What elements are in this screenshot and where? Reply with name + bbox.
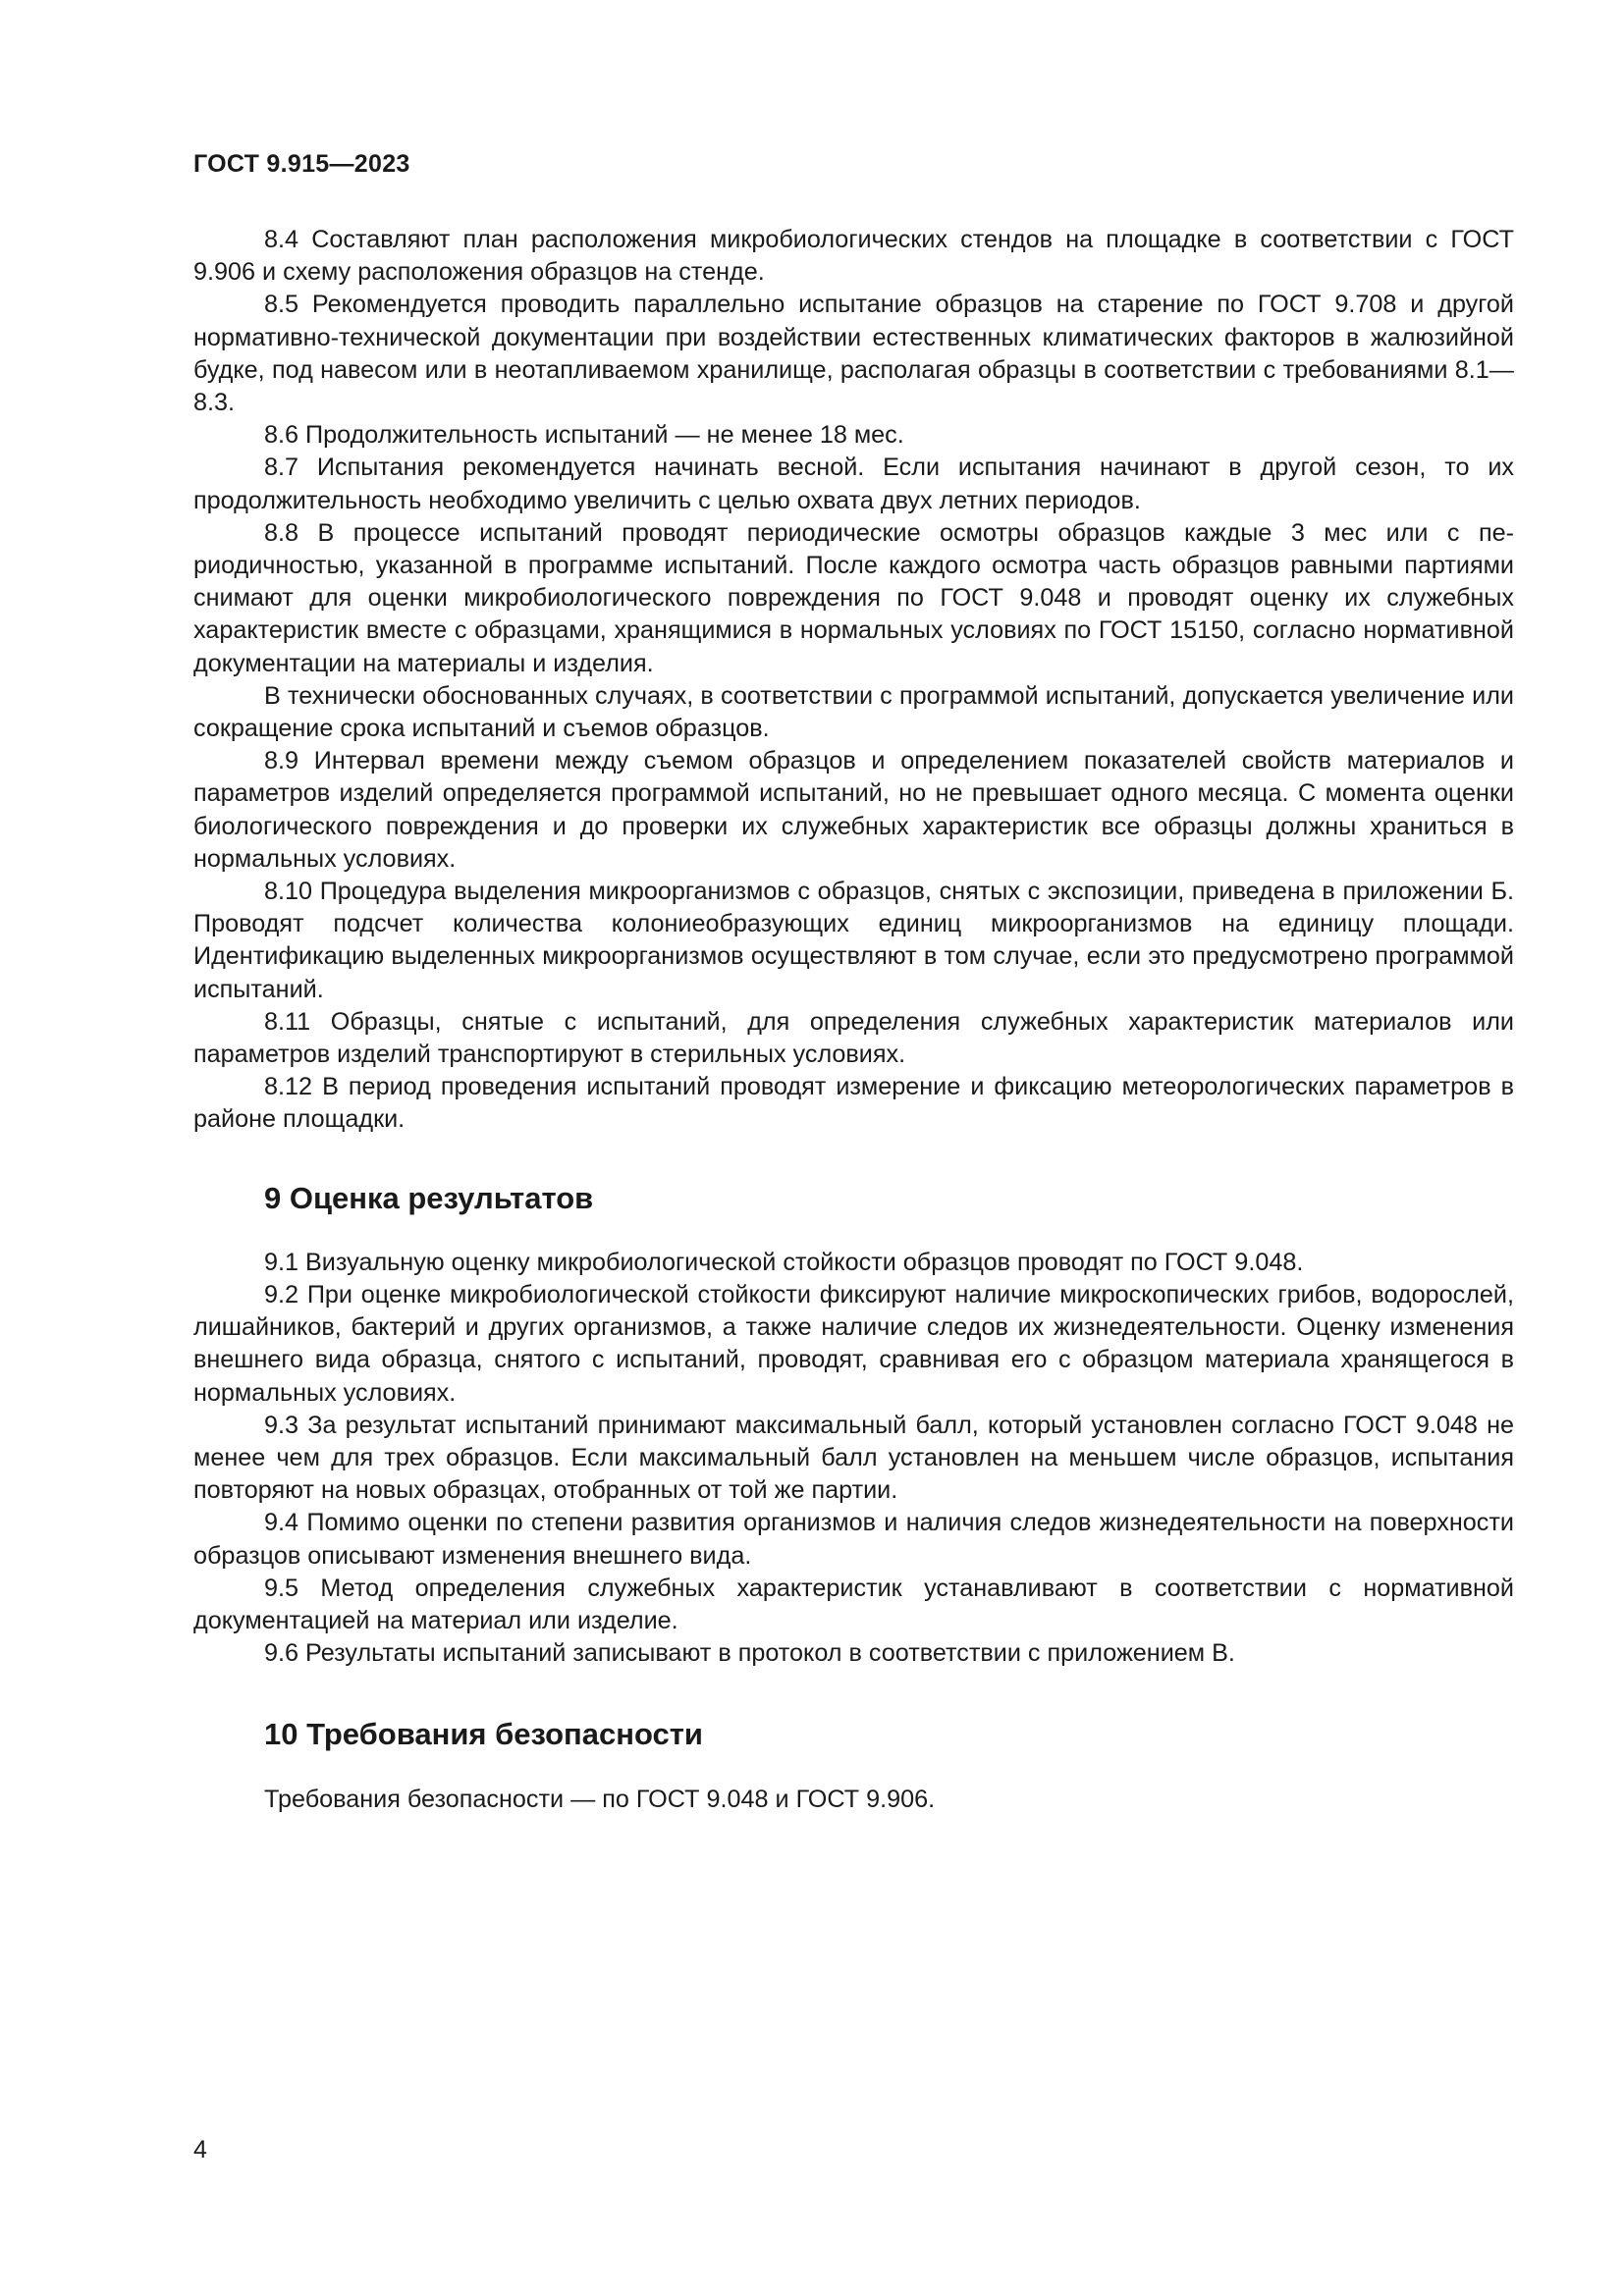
paragraph-8-10: 8.10 Процедура выделения микроорганизмов с образцов, снятых с экспозиции, приведена в приложении Б. Проводят подсчет количества колониеобразующих единиц микроорганизмов на единицу площади. Идентификацию выделенных микроорганизмов осуществляют в том случае, если это предусмотрено программой испытаний.	[193, 878, 1514, 1003]
paragraph-8-12: 8.12 В период проведения испытаний проводят измерение и фиксацию метеорологических параметров в районе площадки.	[193, 1073, 1514, 1134]
section-9-title: 9 Оценка результатов	[264, 1180, 594, 1215]
paragraph-8-11: 8.11 Образцы, снятые с испытаний, для определения служебных характеристик материалов или параметров изделий транспортируют в стерильных условиях.	[193, 1007, 1514, 1069]
paragraph-9-5: 9.5 Метод определения служебных характеристик устанавливают в соответствии с нормативной документацией на материал или изделие.	[193, 1574, 1514, 1634]
section-8-body	[193, 224, 1514, 1137]
page-number: 4	[193, 2136, 207, 2163]
paragraph-10: Требования безопасности — по ГОСТ 9.048 и ГОСТ 9.906.	[264, 1786, 936, 1814]
paragraph-8-6: 8.6 Продолжительность испытаний — не менее 18 мес.	[264, 421, 904, 450]
paragraph-8-8: 8.8 В процессе испытаний проводят периодические осмотры образцов каждые 3 мес или с периодичностью, указанной в программе испытаний. После каждого осмотра часть образцов равными партиями снимают для оценки микробиологического повреждения по ГОСТ 9.048 и проводят оценку их служебных характеристик вместе с образцами, хранящимися в нормальных условиях по ГОСТ 15150, согласно нормативной документации на материалы и изделия.	[193, 518, 1514, 677]
section-10-title: 10 Требования безопасности	[264, 1717, 703, 1752]
paragraph-9-2: 9.2 При оценке микробиологической стойкости фиксируют наличие микроскопических грибов, водорослей, лишайников, бактерий и других организмов, а также наличие следов их жизнедеятельности. Оценку изменения внешнего вида образца, снятого с испытаний, проводят, сравнивая его с образцом материала хранящегося в нормальных условиях.	[193, 1280, 1514, 1407]
paragraph-8-4: 8.4 Составляют план расположения микробиологических стендов на площадке в соответствии с ГОСТ 9.906 и схему расположения образцов на стенде.	[193, 226, 1514, 287]
page-content	[193, 224, 1514, 1817]
paragraph-8-8-note: В технически обоснованных случаях, в соответствии с программой испытаний, допускается увеличение или сокращение срока испытаний и съемов образцов.	[193, 681, 1514, 743]
paragraph-9-3: 9.3 За результат испытаний принимают максимальный балл, который установлен согласно ГОСТ 9.048 не менее чем для трех образцов. Если максимальный балл установлен на меньшем числе образцов, испытания повторяют на новых образцах, отобранных от той же партии.	[193, 1411, 1514, 1505]
paragraph-9-6: 9.6 Результаты испытаний записывают в протокол в соответствии с приложением В.	[264, 1639, 1235, 1668]
paragraph-9-1: 9.1 Визуальную оценку микробиологической стойкости образцов проводят по ГОСТ 9.048.	[264, 1248, 1304, 1276]
paragraph-8-5: 8.5 Рекомендуется проводить параллельно испытание образцов на старение по ГОСТ 9.708 и другой нормативно-технической документации при воздействии естественных климатических факторов в жалюзийной будке, под навесом или в неотапливаемом хранилище, располагая образцы в соответствии с требованиями 8.1—8.3.	[193, 291, 1514, 417]
section-10-body	[193, 1784, 1514, 1816]
document-code-header: ГОСТ 9.915—2023	[193, 150, 410, 178]
section-9-body	[193, 1247, 1514, 1671]
paragraph-8-9: 8.9 Интервал времени между съемом образцов и определением показателей свойств материалов и параметров изделий определяется программой испытаний, но не превышает одного месяца. С момента оценки биологического повреждения и до проверки их служебных характеристик все образцы должны храниться в нормальных условиях.	[193, 747, 1514, 873]
paragraph-8-7: 8.7 Испытания рекомендуется начинать весной. Если испытания начинают в другой сезон, то их продолжительность необходимо увеличить с целью охвата двух летних периодов.	[193, 454, 1514, 514]
paragraph-9-4: 9.4 Помимо оценки по степени развития организмов и наличия следов жизнедеятельности на поверхности образцов описывают изменения внешнего вида.	[193, 1509, 1514, 1570]
